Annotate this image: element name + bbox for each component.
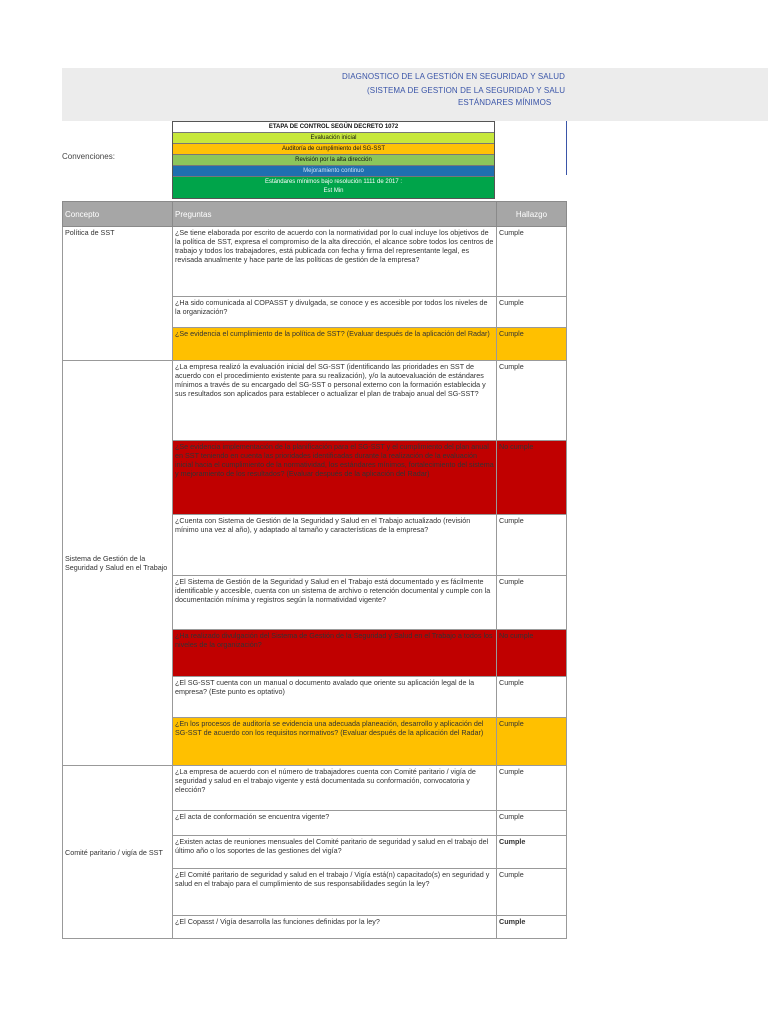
question-cell: ¿Se tiene elaborada por escrito de acuerdo con la normatividad por lo cual incluye los objetivos de la política de SST, expresa el compromiso de la alta dirección, el alcance sobre todos los centros de trabajo y todos los trabajadores, está publicada con fecha y firma del representante legal, es revisada anualmente y hace parte de las políticas de gestión de la empresa? <box>173 227 497 297</box>
question-cell: ¿El Sistema de Gestión de la Seguridad y Salud en el Trabajo está documentado y es fácilmente identificable y accesible, cuenta con un sistema de archivo o retención documental y cumple con la documentación mínima y registros según la normatividad vigente? <box>173 576 497 630</box>
finding-cell: No cumple <box>497 441 567 515</box>
question-cell: ¿El SG-SST cuenta con un manual o documento avalado que oriente su aplicación legal de la empresa? (Este punto es optativo) <box>173 677 497 718</box>
conventions-legend <box>172 121 495 199</box>
question-cell: ¿Existen actas de reuniones mensuales del Comité paritario de seguridad y salud en el trabajo del último año o los soportes de las gestiones del vigía? <box>173 836 497 869</box>
legend-item-minimum-standards <box>173 177 494 198</box>
finding-cell: Cumple <box>497 677 567 718</box>
question-cell: ¿Ha realizado divulgación del Sistema de Gestión de la Seguridad y Salud en el Trabajo a todos los niveles de la organización? <box>173 630 497 677</box>
finding-cell: Cumple <box>497 361 567 441</box>
question-cell: ¿El Copasst / Vigía desarrolla las funciones definidas por la ley? <box>173 916 497 939</box>
table-header-row <box>63 202 567 227</box>
legend-title: ETAPA DE CONTROL SEGÚN DECRETO 1072 <box>173 122 494 133</box>
table-row <box>63 361 567 441</box>
finding-cell: No cumple <box>497 630 567 677</box>
conventions-label: Convenciones: <box>62 152 115 161</box>
question-cell: ¿Cuenta con Sistema de Gestión de la Seguridad y Salud en el Trabajo actualizado (revisión mínimo una vez al año), y adaptado al tamaño y características de la empresa? <box>173 515 497 576</box>
finding-cell: Cumple <box>497 836 567 869</box>
legend-standard-line1: Estándares mínimos bajo resolución 1111 de 2017 : <box>264 179 403 185</box>
legend-standard-line2: Est Min <box>323 188 344 194</box>
question-cell: ¿Ha sido comunicada al COPASST y divulgada, se conoce y es accesible por todos los niveles de la organización? <box>173 297 497 328</box>
concept-cell: Política de SST <box>63 227 173 361</box>
finding-cell: Cumple <box>497 297 567 328</box>
finding-cell: Cumple <box>497 718 567 766</box>
question-cell: ¿El Comité paritario de seguridad y salud en el trabajo / Vigía está(n) capacitado(s) en seguridad y salud en el trabajo para el cumplimiento de sus responsabilidades según la ley? <box>173 869 497 916</box>
question-cell: ¿Se evidencia el cumplimiento de la política de SST? (Evaluar después de la aplicación del Radar) <box>173 328 497 361</box>
concept-cell: Sistema de Gestión de la Seguridad y Salud en el Trabajo <box>63 361 173 766</box>
column-header-concept: Concepto <box>63 202 173 227</box>
finding-cell: Cumple <box>497 916 567 939</box>
legend-item-initial-evaluation: Evaluación inicial <box>173 133 494 144</box>
header-subtitle-2: ESTÁNDARES MÍNIMOS <box>458 98 552 107</box>
finding-cell: Cumple <box>497 227 567 297</box>
finding-cell: Cumple <box>497 576 567 630</box>
header-title: DIAGNOSTICO DE LA GESTIÓN EN SEGURIDAD Y SALUD <box>342 72 566 81</box>
table-row <box>63 766 567 811</box>
report-header <box>62 68 768 121</box>
question-cell: ¿En los procesos de auditoría se evidencia una adecuada planeación, desarrollo y aplicación del SG-SST de acuerdo con los requisitos normativos? (Evaluar después de la aplicación del Radar) <box>173 718 497 766</box>
finding-cell: Cumple <box>497 869 567 916</box>
finding-cell: Cumple <box>497 515 567 576</box>
question-cell: ¿Se evidencia implementación de la planificación para el SG-SST y el cumplimiento del plan anual en SST teniendo en cuenta las prioridades identificadas durante la realización de la evaluación inicial hacia el cumplimiento de la normatividad, los estándares mínimos, fortalecimiento del sistema y mejoramiento de los resultados? (Evaluar después de la aplicación del Radar) <box>173 441 497 515</box>
concept-cell: Comité paritario / vigía de SST <box>63 766 173 939</box>
table-row <box>63 227 567 297</box>
header-subtitle: (SISTEMA DE GESTION DE LA SEGURIDAD Y SALU <box>367 86 566 95</box>
finding-cell: Cumple <box>497 328 567 361</box>
legend-item-management-review: Revisión por la alta dirección <box>173 155 494 166</box>
diagnostic-table <box>62 201 567 939</box>
column-header-questions: Preguntas <box>173 202 497 227</box>
legend-item-continuous-improvement: Mejoramiento continuo <box>173 166 494 177</box>
question-cell: ¿La empresa de acuerdo con el número de trabajadores cuenta con Comité paritario / vigía de seguridad y salud en el trabajo vigente y está documentada su conformación, convocatoria y elección? <box>173 766 497 811</box>
column-header-finding: Hallazgo <box>497 202 567 227</box>
legend-item-audit: Auditoría de cumplimiento del SG-SST <box>173 144 494 155</box>
header-divider <box>566 121 567 175</box>
finding-cell: Cumple <box>497 811 567 836</box>
question-cell: ¿La empresa realizó la evaluación inicial del SG-SST (identificando las prioridades en SST de acuerdo con el procedimiento existente para su realización), y/o la autoevaluación de estándares mínimos a través de su encargado del SG-SST o personal externo con la formación establecida y sus resultados son aplicados para establecer o actualizar el plan de trabajo anual del SG-SST? <box>173 361 497 441</box>
finding-cell: Cumple <box>497 766 567 811</box>
question-cell: ¿El acta de conformación se encuentra vigente? <box>173 811 497 836</box>
